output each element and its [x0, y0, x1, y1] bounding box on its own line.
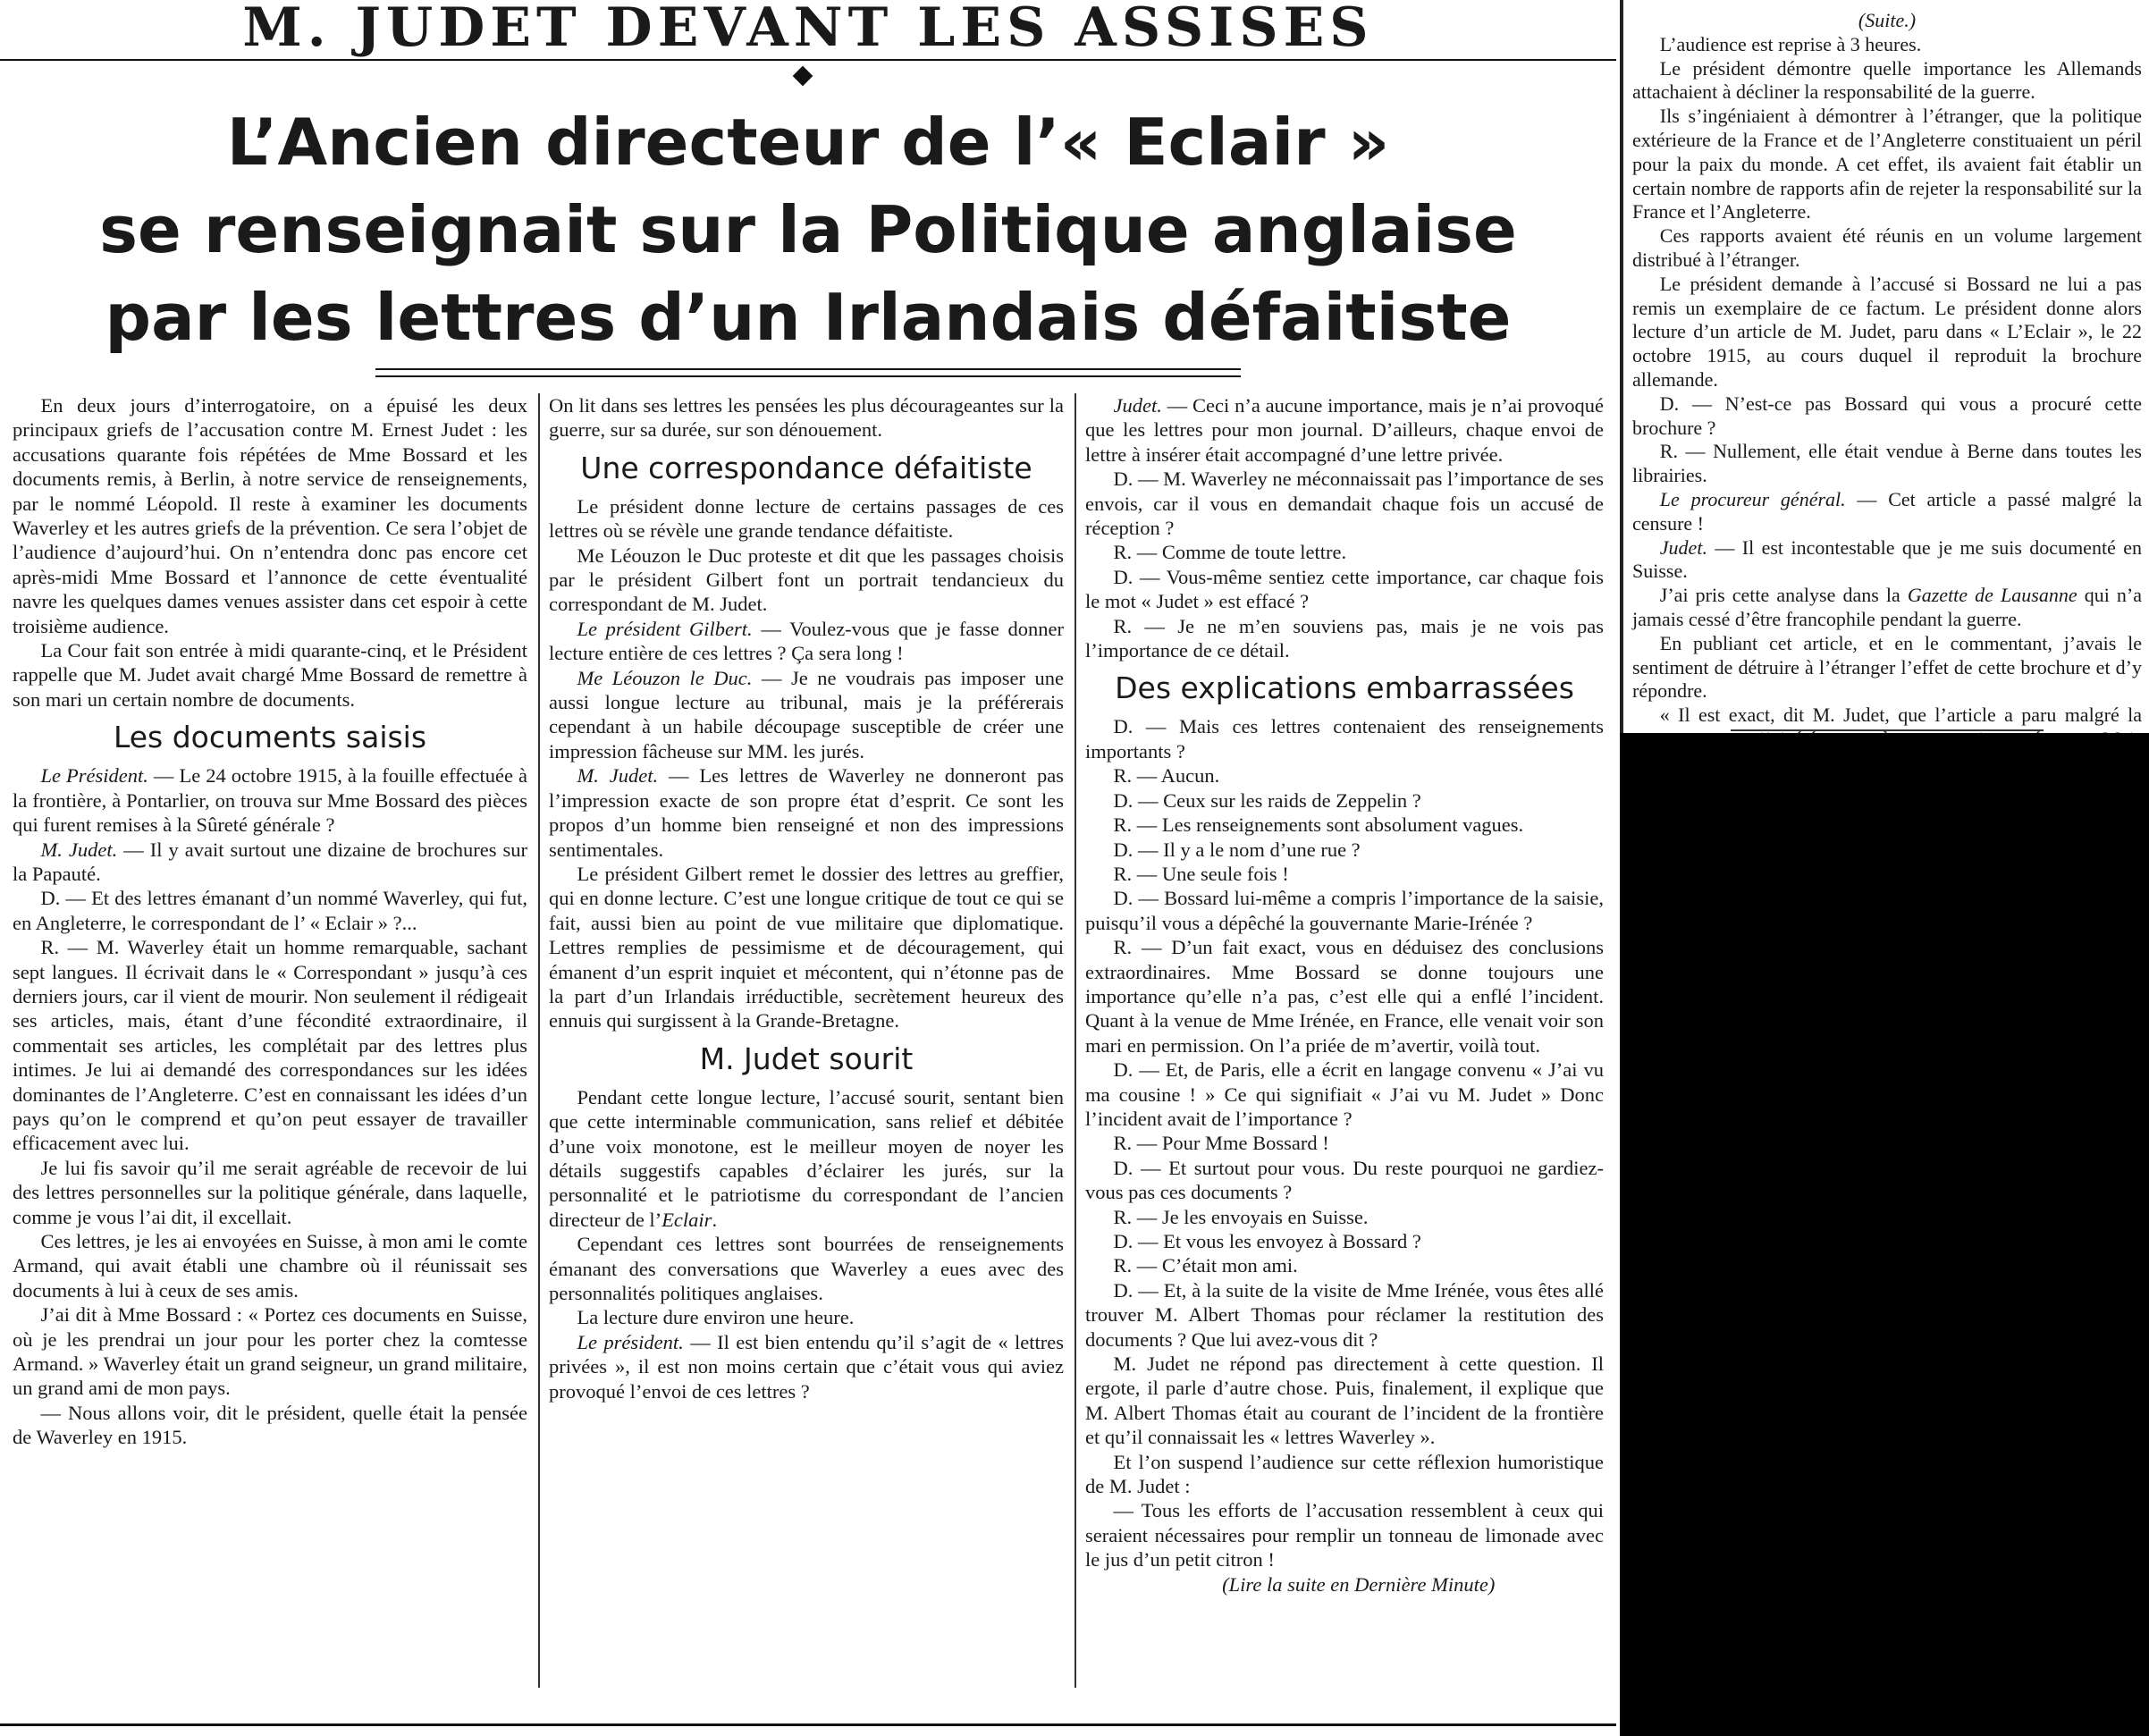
speech: — Ceci n’a aucune importance, mais je n’ai provoqué que les lettres pour mon journal. D’ailleurs, chaque envoi de lettre à insérer était accompagné d’une lettre privée. — [1085, 394, 1604, 466]
speaker: Me Léouzon le Duc. — [577, 666, 753, 689]
paragraph: D. — Et, à la suite de la visite de Mme Irénée, vous êtes allé trouver M. Albert Thomas pour réclamer la restitution des documents ? Que lui avez-vous dit ? — [1085, 1278, 1604, 1351]
kicker-rule — [0, 59, 1616, 61]
blank-black-area — [1620, 733, 2149, 1736]
paragraph — [1632, 584, 2142, 632]
speech: — Je ne voudrais pas imposer une aussi longue lecture au tribunal, mais je la préférerais cependant à un habile découpage susceptible de créer une impression fâcheuse sur MM. les jurés. — [549, 666, 1064, 763]
speaker: Le président. — [577, 1330, 684, 1353]
paragraph: Ils s’ingéniaient à démontrer à l’étranger, que la politique extérieure de la France et de l’Angleterre constituaient un péril pour la paix du monde. A cet effet, ils avaient fait établir un certain nombre de rapports afin de rejeter la responsabilité sur la France et l’Angleterre. — [1632, 105, 2142, 223]
diamond-ornament-icon — [793, 66, 813, 87]
paragraph: R. — Aucun. — [1113, 764, 1220, 788]
paragraph: Ces lettres, je les ai envoyées en Suisse, à mon ami le comte Armand, qui avait établi une chambre où il réunissait ses documents à lui à ceux de ses amis. — [13, 1230, 527, 1302]
paragraph: D. — Et des lettres émanant d’un nommé Waverley, qui fut, en Angleterre, le correspondant de l’ « Eclair » ?... — [13, 887, 527, 934]
paragraph: — Tous les efforts de l’accusation ressemblent à ceux qui seraient nécessaires pour remplir un tonneau de limonade avec le jus d’un petit citron ! — [1085, 1499, 1604, 1572]
paragraph — [1632, 488, 2142, 536]
subheading-judet-sourit: M. Judet sourit — [699, 1041, 914, 1076]
paragraph: R. — M. Waverley était un homme remarquable, sachant sept langues. Il écrivait dans le « Correspondant » jusqu’à ces derniers jours, car il vient de mourir. Non seulement il rédigeait ses articles, mais, étant d’une fécondité extraordinaire, il commentait ses articles, les complétait par des lettres plus intimes. Je lui ai demandé des correspondances sur les idées dominantes de l’Angleterre. C’est en connaissant les idées d’un pays qu’on le comprend et qu’on peut essayer de travailler efficacement avec lui. — [13, 936, 527, 1155]
paragraph: Le président Gilbert remet le dossier des lettres au greffier, qui en donne lecture. C’est une longue critique de tout ce qui se fait, aussi bien au point de vue militaire que diplomatique. Lettres remplies de pessimisme et de découragement, qui émanent d’un esprit inquiet et mécontent, qui n’étonne pas de la part d’un Irlandais irréductible, secrètement heureux des ennuis qui surgissent à la Grande-Bretagne. — [549, 862, 1064, 1032]
paragraph: Le président donne lecture de certains passages de ces lettres où se révèle une grande tendance défaitiste. — [549, 494, 1064, 543]
paragraph: Me Léouzon le Duc proteste et dit que les passages choisis par le président Gilbert font un portrait tendancieux du correspondant de M. Judet. — [549, 544, 1064, 616]
speaker: Le Président. — [40, 764, 148, 788]
article-column-3 — [1085, 393, 1604, 1688]
text: J’ai pris cette analyse dans la — [1659, 584, 1908, 607]
speech: — Il est bien entendu qu’il s’agit de « lettres privées », il est non moins certain que c’était vous qui aviez provoqué l’envoi de ces lettres ? — [549, 1330, 1064, 1403]
paragraph: Le président démontre quelle importance les Allemands attachaient à décliner la responsabilité de la guerre. — [1632, 56, 2142, 104]
paragraph: Ces rapports avaient été réunis en un volume largement distribué à l’étranger. — [1632, 224, 2142, 271]
subheading-documents-saisis: Les documents saisis — [113, 720, 427, 755]
paragraph: « Il est exact, dit M. Judet, que l’article a paru malgré la — [1659, 704, 2142, 727]
paragraph: D. — Et, de Paris, elle a écrit en langage convenu « J’ai vu ma cousine ! » Ce qui signifiait « J’ai vu M. Judet » Donc l’incident avait de l’importance ? — [1085, 1058, 1604, 1130]
paragraph: D. — Mais ces lettres contenaient des renseignements importants ? — [1085, 715, 1604, 763]
article-column-2 — [549, 393, 1064, 1688]
speech: — Cet article a passé malgré la censure ! — [1632, 487, 2142, 535]
speech: — Voulez-vous que je fasse donner lecture entière de ces lettres ? Ça sera long ! — [549, 617, 1064, 665]
side-column-text — [1632, 9, 2142, 727]
paragraph: La lecture dure environ une heure. — [577, 1306, 855, 1329]
headline-line-3: par les lettres d’un Irlandais défaitiste — [105, 280, 1512, 355]
paragraph: D. — N’est-ce pas Bossard qui vous a procuré cette brochure ? — [1632, 392, 2142, 439]
paragraph — [549, 1330, 1064, 1403]
text: qui n’a jamais cessé d’être francophile pendant la guerre. — [1632, 584, 2142, 630]
side-end-rule — [1731, 729, 2044, 731]
headline-line-1: L’Ancien directeur de l’« Eclair » — [226, 105, 1390, 180]
paragraph: D. — Et vous les envoyez à Bossard ? — [1113, 1230, 1421, 1252]
paragraph: D. — Ceux sur les raids de Zeppelin ? — [1113, 788, 1421, 812]
column-divider — [1074, 393, 1076, 1688]
paragraph: R. — Une seule fois ! — [1113, 862, 1289, 885]
headline-line-2: se renseignait sur la Politique anglaise — [99, 192, 1517, 267]
paragraph: R. — Je les envoyais en Suisse. — [1113, 1205, 1369, 1228]
paragraph — [549, 763, 1064, 862]
paragraph: L’audience est reprise à 3 heures. — [1659, 32, 1922, 55]
speech: — Le 24 octobre 1915, à la fouille effectuée à la frontière, à Pontarlier, on trouva sur Mme Bossard des pièces qui furent remises à la Sûreté générale ? — [13, 764, 527, 837]
paragraph: R. — C’était mon ami. — [1113, 1254, 1298, 1277]
paragraph: R. — Les renseignements sont absolument vagues. — [1113, 813, 1524, 837]
text: . — [712, 1208, 718, 1231]
paragraph — [13, 838, 527, 887]
paragraph: R. — Nullement, elle était vendue à Berne dans toutes les librairies. — [1632, 440, 2142, 487]
article-column-1 — [13, 393, 527, 1688]
speaker: Judet. — [1659, 535, 1707, 559]
paragraph: Le président demande à l’accusé si Bossard ne lui a pas remis un exemplaire de ce factum. Le président donne alors lecture d’un article de M. Judet, paru dans « L’Eclair », le 22 octobre 1915, au cours duquel il reproduit la brochure allemande. — [1632, 272, 2142, 391]
newspaper-name: Eclair — [662, 1208, 712, 1231]
bottom-rule — [0, 1723, 1616, 1726]
headline-rule-top — [375, 368, 1241, 370]
paragraph — [1085, 393, 1604, 467]
headline-rule-bottom — [375, 375, 1241, 377]
paragraph: Cependant ces lettres sont bourrées de renseignements émanant des conversations que Waverley a eues avec des personnalités politiques anglaises. — [549, 1233, 1064, 1304]
speaker: Le président Gilbert. — [577, 617, 753, 640]
paragraph: En publiant cet article, et en le commentant, j’avais le sentiment de détruire à l’étranger l’effet de cette brochure et d’y répondre. — [1632, 631, 2142, 703]
continuation-note: (Lire la suite en Dernière Minute) — [1222, 1572, 1496, 1596]
paragraph: — Nous allons voir, dit le président, quelle était la pensée de Waverley en 1915. — [13, 1401, 527, 1449]
speech: — Il y avait surtout une dizaine de brochures sur la Papauté. — [13, 838, 527, 885]
paragraph — [549, 617, 1064, 666]
paragraph: J’ai dit à Mme Bossard : « Portez ces documents en Suisse, où je les prendrai un jour pour les porter chez la comtesse Armand. » Waverley était un grand seigneur, un grand militaire, un grand ami de mon pays. — [13, 1303, 527, 1400]
side-column-continuation — [1620, 0, 2149, 733]
paragraph: R. — D’un fait exact, vous en déduisez des conclusions extraordinaires. Mme Bossard se donne toujours une importance qu’elle n’a pas, c’est elle qui a enflé l’incident. Quant à la venue de Mme Irénée, en France, elle venait voir son mari en permission. On l’a priée de m’avertir, voilà tout. — [1085, 936, 1604, 1057]
paragraph: R. — Pour Mme Bossard ! — [1113, 1132, 1329, 1155]
paragraph: D. — Et surtout pour vous. Du reste pourquoi ne gardiez-vous pas ces documents ? — [1085, 1156, 1604, 1204]
paragraph: Je lui fis savoir qu’il me serait agréable de recevoir de lui des lettres personnelles sur la politique générale, dans laquelle, comme je vous l’ai dit, il excellait. — [13, 1156, 527, 1228]
subheading-correspondance-defaitiste: Une correspondance défaitiste — [580, 450, 1032, 485]
paragraph: On lit dans ses lettres les pensées les plus décourageantes sur la guerre, sur sa durée, sur son dénouement. — [549, 394, 1064, 442]
paragraph — [1632, 536, 2142, 585]
speech: — Il est incontestable que je me suis documenté en Suisse. — [1632, 535, 2142, 583]
suite-label: (Suite.) — [1858, 9, 1917, 31]
newspaper-name: Gazette de Lausanne — [1907, 584, 2077, 607]
paragraph: La Cour fait son entrée à midi quarante-cinq, et le Président rappelle que M. Judet avait chargé Mme Bossard de remettre à son mari un certain nombre de documents. — [13, 639, 527, 711]
speaker: M. Judet. — [40, 838, 118, 861]
text: Pendant cette longue lecture, l’accusé sourit, sentant bien que cette interminable communication, sans relief et débitée d’une voix monotone, est le meilleur moyen de noyer les détails suggestifs capables d’éclairer les jurés, sur la personnalité et le patriotisme du correspondant de l’ancien directeur de l’ — [549, 1085, 1064, 1231]
paragraph: Et l’on suspend l’audience sur cette réflexion humoristique de M. Judet : — [1085, 1450, 1604, 1498]
column-divider — [538, 393, 540, 1688]
speaker: M. Judet. — [577, 764, 659, 788]
kicker-headline: M. JUDET DEVANT LES ASSISES — [242, 0, 1374, 59]
paragraph — [13, 763, 527, 837]
paragraph: En deux jours d’interrogatoire, on a épuisé les deux principaux griefs de l’accusation contre M. Ernest Judet : les accusations quarante fois répétées de Mme Bossard et les documents remis, à Berlin, à notre service de renseignements, par le nommé Léopold. Il reste à examiner les documents Waverley et les autres griefs de la prévention. Ce sera l’objet de l’audience d’aujourd’hui. On n’entendra donc pas encore cet après-midi Mme Bossard et l’annonce de cette éventualité navre les quelques dames venues assister dans cet espoir à cette troisième audience. — [13, 394, 527, 637]
subheading-explications-embarrassees: Des explications embarrassées — [1115, 670, 1574, 706]
speaker: Le procureur général. — [1659, 487, 1846, 510]
paragraph: D. — Il y a le nom d’une rue ? — [1113, 838, 1361, 861]
paragraph — [549, 1085, 1064, 1232]
speaker: Judet. — [1113, 394, 1162, 417]
paragraph: R. — Je ne m’en souviens pas, mais je ne vois pas l’importance de ce détail. — [1085, 614, 1604, 662]
paragraph: D. — M. Waverley ne méconnaissait pas l’importance de ses envois, car il vous en demandait chaque fois un accusé de réception ? — [1085, 468, 1604, 540]
paragraph: D. — Bossard lui-même a compris l’importance de la saisie, puisqu’il vous a dépêché la gouvernante Marie-Irénée ? — [1085, 887, 1604, 934]
paragraph — [549, 666, 1064, 764]
paragraph: R. — Comme de toute lettre. — [1113, 541, 1347, 564]
speech: — Les lettres de Waverley ne donneront pas l’impression exacte de son propre état d’esprit. Ce sont les propos d’un homme bien renseigné et non des impressions sentimentales. — [549, 764, 1065, 861]
paragraph: M. Judet ne répond pas directement à cette question. Il ergote, il parle d’autre chose. Puis, finalement, il explique que M. Albert Thomas était au courant de l’incident de la frontière et qu’il connaissait les « lettres Waverley ». — [1085, 1353, 1604, 1449]
paragraph: D. — Vous-même sentiez cette importance, car chaque fois le mot « Judet » est effacé ? — [1085, 565, 1604, 613]
